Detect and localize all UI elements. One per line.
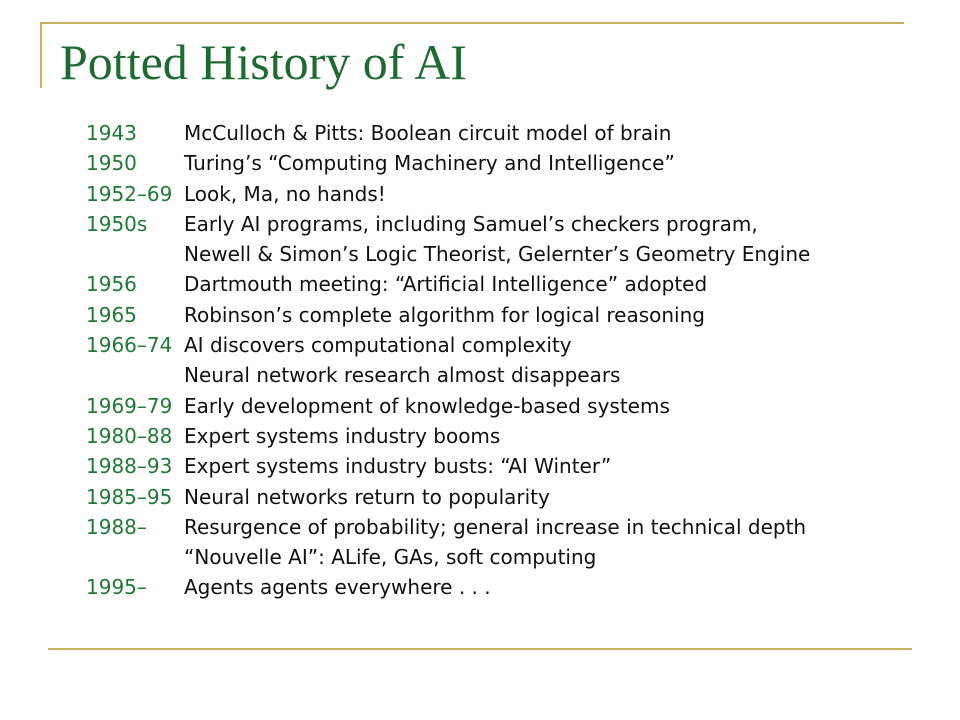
timeline-year: 1943 [86,121,137,145]
timeline-event: “Nouvelle AI”: ALife, GAs, soft computing [184,545,597,570]
timeline-year: 1952–69 [86,181,173,206]
frame-top-rule [40,22,904,24]
timeline-row [86,182,846,212]
timeline-event: Resurgence of probability; general increase in technical depth [184,514,807,539]
timeline-year: 1985–95 [86,484,173,509]
timeline-event: Neural network research almost disappears [184,363,621,388]
timeline-year: 1969–79 [86,393,173,418]
timeline-event: Early AI programs, including Samuel’s checkers program, [184,211,758,236]
timeline-row [86,545,846,575]
timeline-year: 1988– [86,514,147,539]
timeline-year: 1950 [86,151,137,176]
timeline-row [86,575,846,605]
timeline-year: 1980–88 [86,423,173,448]
timeline-event: Expert systems industry booms [184,423,501,448]
timeline-row [86,272,846,302]
timeline-row [86,242,846,272]
timeline-event: Neural networks return to popularity [184,484,550,509]
timeline-row [86,424,846,454]
timeline-row [86,333,846,363]
timeline-event: Newell & Simon’s Logic Theorist, Gelernter’s Geometry Engine [184,242,811,267]
frame-left-rule [40,22,42,88]
timeline-row [86,485,846,515]
timeline-event: Look, Ma, no hands! [184,181,386,206]
timeline-year: 1966–74 [86,333,173,358]
timeline-event: Turing’s “Computing Machinery and Intelligence” [184,151,675,176]
timeline-year: 1995– [86,575,147,600]
timeline-year: 1988–93 [86,454,173,479]
timeline-event: Agents agents everywhere . . . [184,575,491,600]
timeline-row [86,454,846,484]
timeline-event: McCulloch & Pitts: Boolean circuit model of brain [184,121,672,145]
slide-title: Potted History of AI [60,34,467,90]
timeline-event: Robinson’s complete algorithm for logical reasoning [184,302,705,327]
timeline-row [86,515,846,545]
timeline-event: Early development of knowledge-based systems [184,393,670,418]
timeline-row [86,212,846,242]
timeline-row [86,121,846,151]
timeline-year: 1950s [86,211,148,236]
timeline-event: Dartmouth meeting: “Artificial Intelligence” adopted [184,272,708,297]
timeline-row [86,394,846,424]
timeline-year: 1956 [86,272,137,297]
timeline-table [86,121,846,606]
timeline-event: AI discovers computational complexity [184,333,572,358]
timeline-row [86,363,846,393]
timeline-row [86,303,846,333]
timeline-row [86,151,846,181]
frame-bottom-rule [48,648,912,650]
timeline-year: 1965 [86,302,137,327]
timeline-event: Expert systems industry busts: “AI Winter” [184,454,612,479]
